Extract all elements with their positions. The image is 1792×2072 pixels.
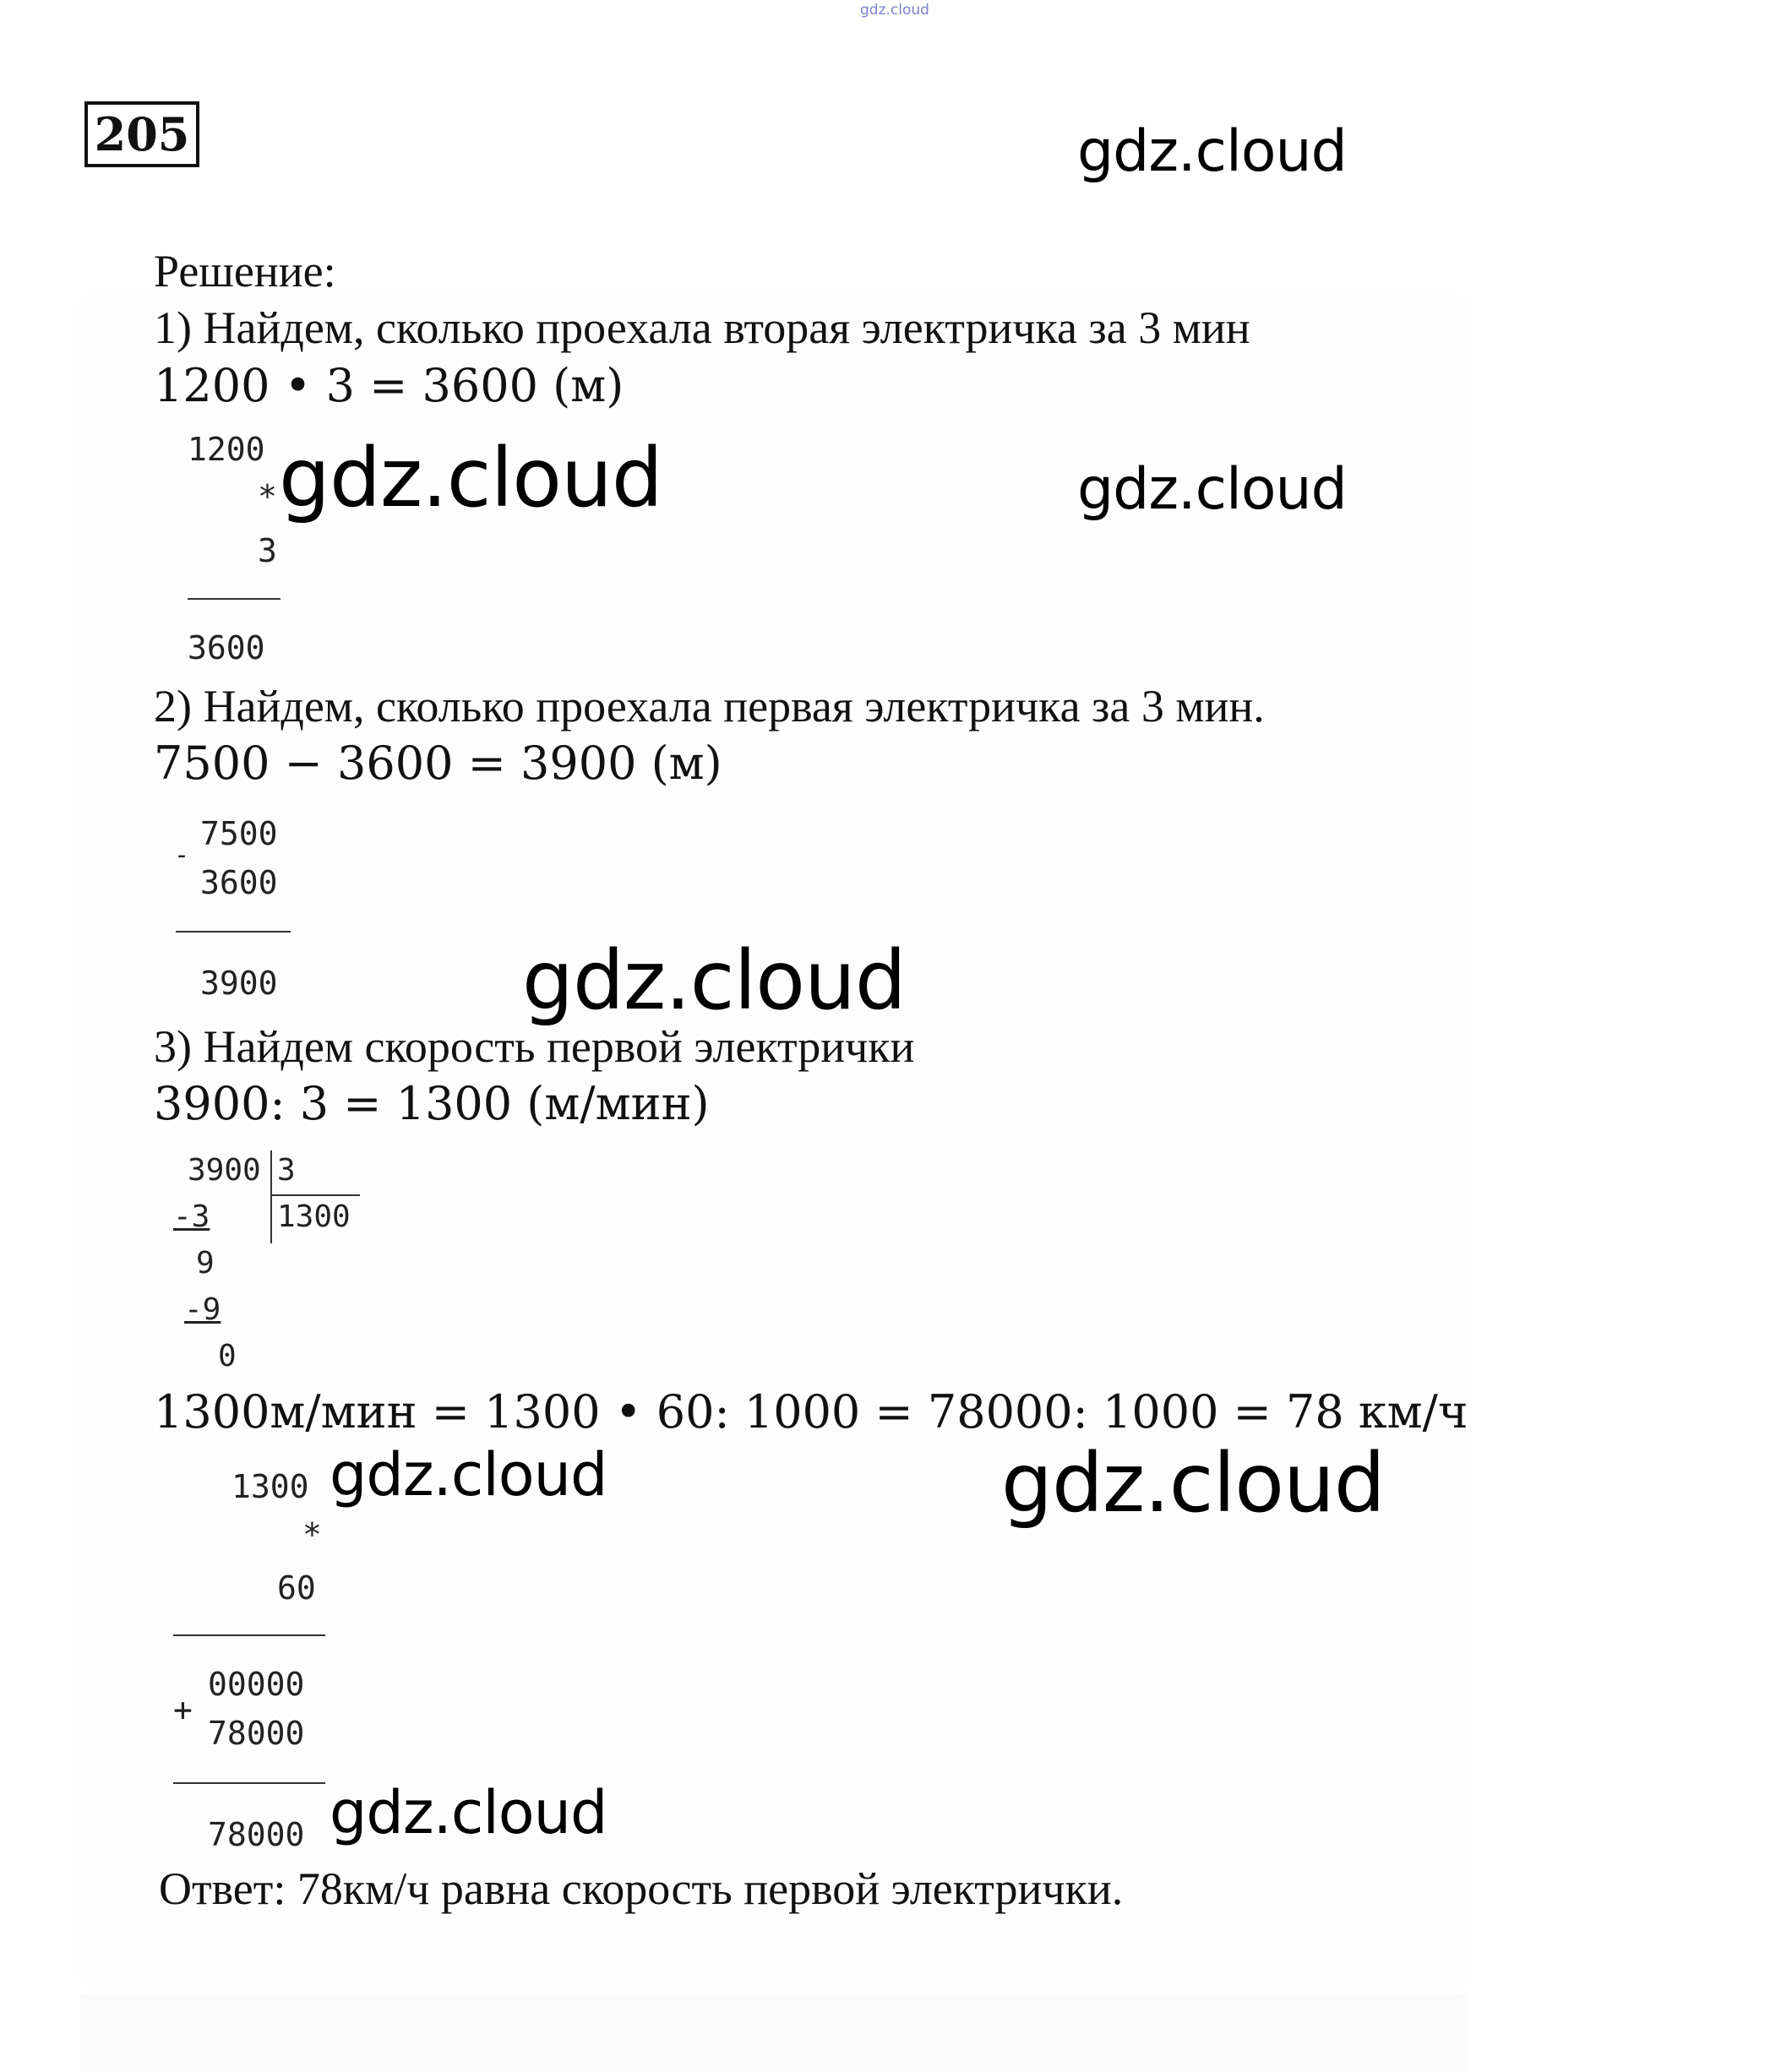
mult1-rule <box>188 598 281 600</box>
div-row-3: -9 <box>184 1292 221 1327</box>
mult2-operator: * <box>302 1516 322 1553</box>
sub-rule <box>176 931 291 933</box>
sub-operator: - <box>174 840 190 870</box>
top-site-logo: gdz.cloud <box>860 2 929 19</box>
watermark: gdz.cloud <box>1077 118 1347 185</box>
bottom-panel <box>80 1993 1466 2072</box>
answer-text: Ответ: 78км/ч равна скорость первой электрички. <box>159 1863 1124 1914</box>
mult2-rule-1 <box>173 1634 325 1636</box>
div-row-1: -3 <box>173 1199 210 1234</box>
watermark: gdz.cloud <box>522 933 906 1028</box>
step-2-text: 2) Найдем, сколько проехала первая электричка за 3 мин. <box>154 681 1265 731</box>
div-quotient: 1300 <box>277 1199 351 1234</box>
mult2-partial-1: 00000 <box>208 1666 305 1703</box>
mult1-operator: * <box>258 478 277 515</box>
mult2-bottom: 60 <box>277 1569 316 1607</box>
solution-heading: Решение: <box>154 246 336 296</box>
mult1-result: 3600 <box>188 629 265 666</box>
equation-1: 1200 • 3 = 3600 (м) <box>154 359 624 412</box>
equation-2: 7500 − 3600 = 3900 (м) <box>154 737 722 790</box>
mult2-plus: + <box>173 1691 193 1728</box>
mult2-result: 78000 <box>208 1816 305 1853</box>
div-dividend: 3900 <box>188 1153 261 1188</box>
mult2-rule-2 <box>173 1782 325 1784</box>
div-row-2: 9 <box>196 1246 215 1281</box>
div-divisor-rule <box>272 1194 360 1196</box>
task-number-box: 205 <box>84 101 199 167</box>
sub-result: 3900 <box>200 965 278 1002</box>
div-divisor: 3 <box>277 1153 296 1188</box>
mult1-top: 1200 <box>188 431 265 468</box>
step-3-text: 3) Найдем скорость первой электрички <box>154 1021 915 1072</box>
equation-4: 1300м/мин = 1300 • 60: 1000 = 78000: 1000 = 78 км/ч <box>154 1385 1468 1438</box>
mult2-top: 1300 <box>231 1468 309 1505</box>
step-1-text: 1) Найдем, сколько проехала вторая электричка за 3 мин <box>154 302 1250 353</box>
watermark: gdz.cloud <box>330 1778 607 1847</box>
watermark: gdz.cloud <box>330 1440 607 1509</box>
sub-top: 7500 <box>200 815 278 852</box>
equation-3: 3900: 3 = 1300 (м/мин) <box>154 1077 710 1130</box>
watermark: gdz.cloud <box>1001 1436 1385 1531</box>
div-vertical-rule <box>270 1150 272 1243</box>
sub-bottom: 3600 <box>200 864 278 901</box>
watermark: gdz.cloud <box>279 431 662 525</box>
div-row-4: 0 <box>218 1339 237 1373</box>
mult1-bottom: 3 <box>258 532 277 569</box>
watermark: gdz.cloud <box>1077 456 1347 523</box>
mult2-partial-2: 78000 <box>208 1715 305 1752</box>
